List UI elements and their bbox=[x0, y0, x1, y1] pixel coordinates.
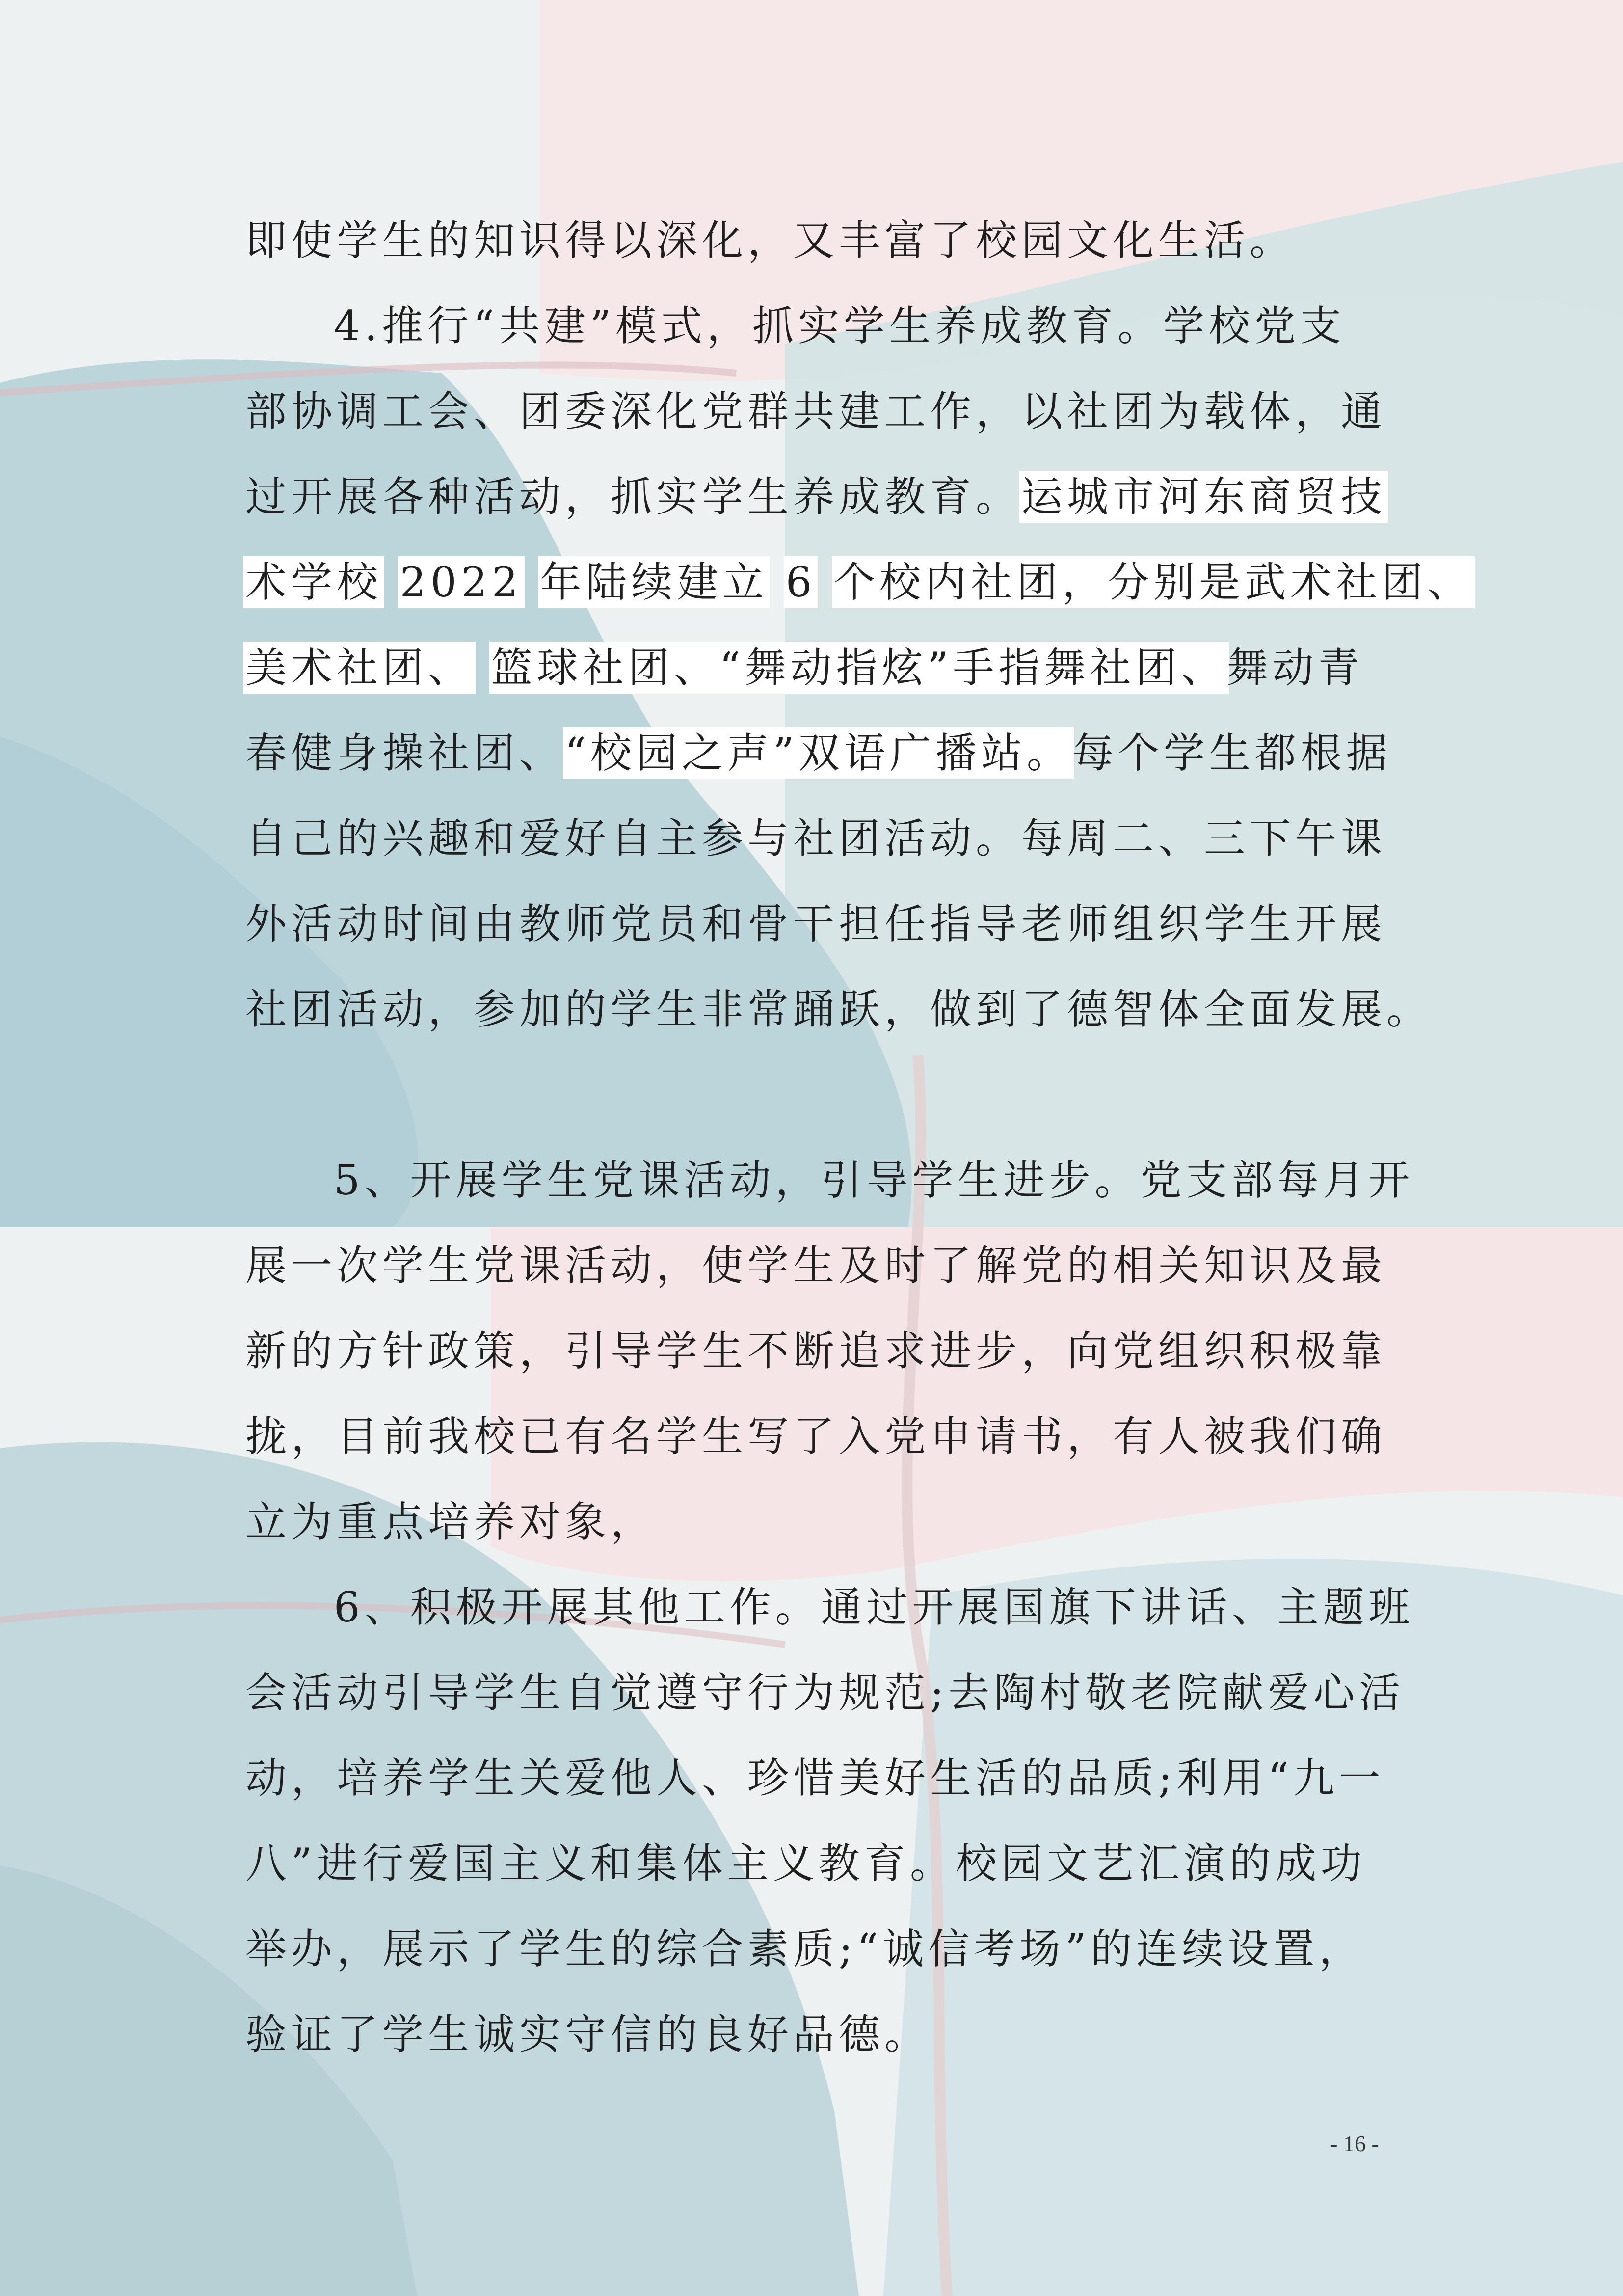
highlighted-text: 个校内社团，分别是武术社团、 bbox=[834, 558, 1473, 606]
text-segment: 过开展各种活动，抓实学生养成教育。 bbox=[245, 473, 1022, 521]
text-line: 6、积极开展其他工作。通过开展国旗下讲话、主题班 bbox=[334, 1583, 1414, 1631]
text-line: 立为重点培养对象， bbox=[245, 1498, 657, 1546]
text-segment: 春健身操社团、 bbox=[245, 729, 565, 777]
text-line: 自己的兴趣和爱好自主参与社团活动。每周二、三下午课 bbox=[245, 814, 1387, 863]
text-line: 即使学生的知识得以深化，又丰富了校园文化生活。 bbox=[245, 216, 1296, 265]
highlighted-text: 2022 bbox=[399, 558, 523, 606]
text-line bbox=[245, 633, 1364, 702]
text-line bbox=[245, 719, 1392, 787]
text-segment: 每个学生都根据 bbox=[1072, 729, 1392, 777]
text-line: 外活动时间由教师党员和骨干担任指导老师组织学生开展 bbox=[245, 900, 1387, 948]
text-segment: 舞动青 bbox=[1226, 644, 1364, 692]
text-line: 会活动引导学生自觉遵守行为规范;去陶村敬老院献爱心活 bbox=[245, 1669, 1405, 1717]
text-line: 动，培养学生关爱他人、珍惜美好生活的品质;利用“九一 bbox=[245, 1754, 1385, 1802]
text-line: 社团活动，参加的学生非常踊跃，做到了德智体全面发展。 bbox=[245, 985, 1433, 1033]
highlighted-text: 6 bbox=[785, 558, 817, 606]
text-line: 部协调工会、团委深化党群共建工作，以社团为载体，通 bbox=[245, 387, 1387, 435]
highlighted-text: 篮球社团、“舞动指炫”手指舞社团、 bbox=[491, 644, 1227, 692]
text-line: 拢，目前我校已有名学生写了入党申请书，有人被我们确 bbox=[245, 1412, 1387, 1460]
highlighted-text: 年陆续建立 bbox=[540, 558, 769, 606]
text-line: 新的方针政策，引导学生不断追求进步，向党组织积极靠 bbox=[245, 1327, 1387, 1375]
text-line bbox=[245, 548, 1473, 617]
text-line: 4.推行“共建”模式，抓实学生养成教育。学校党支 bbox=[334, 302, 1346, 350]
text-line: 八”进行爱国主义和集体主义教育。校园文艺汇演的成功 bbox=[245, 1839, 1366, 1888]
page-number: - 16 - bbox=[1330, 2131, 1379, 2156]
text-line: 验证了学生诚实守信的良好品德。 bbox=[245, 2010, 931, 2058]
text-line: 举办，展示了学生的综合素质;“诚信考场”的连续设置， bbox=[245, 1925, 1365, 1973]
highlighted-text: 美术社团、 bbox=[245, 644, 474, 692]
text-line: 5、开展学生党课活动，引导学生进步。党支部每月开 bbox=[334, 1156, 1414, 1204]
highlighted-text: 术学校 bbox=[245, 558, 383, 606]
highlighted-text: “校园之声”双语广播站。 bbox=[565, 729, 1072, 777]
text-line: 展一次学生党课活动，使学生及时了解党的相关知识及最 bbox=[245, 1242, 1387, 1290]
text-line bbox=[245, 462, 1386, 531]
highlighted-text: 运城市河东商贸技 bbox=[1021, 473, 1387, 521]
